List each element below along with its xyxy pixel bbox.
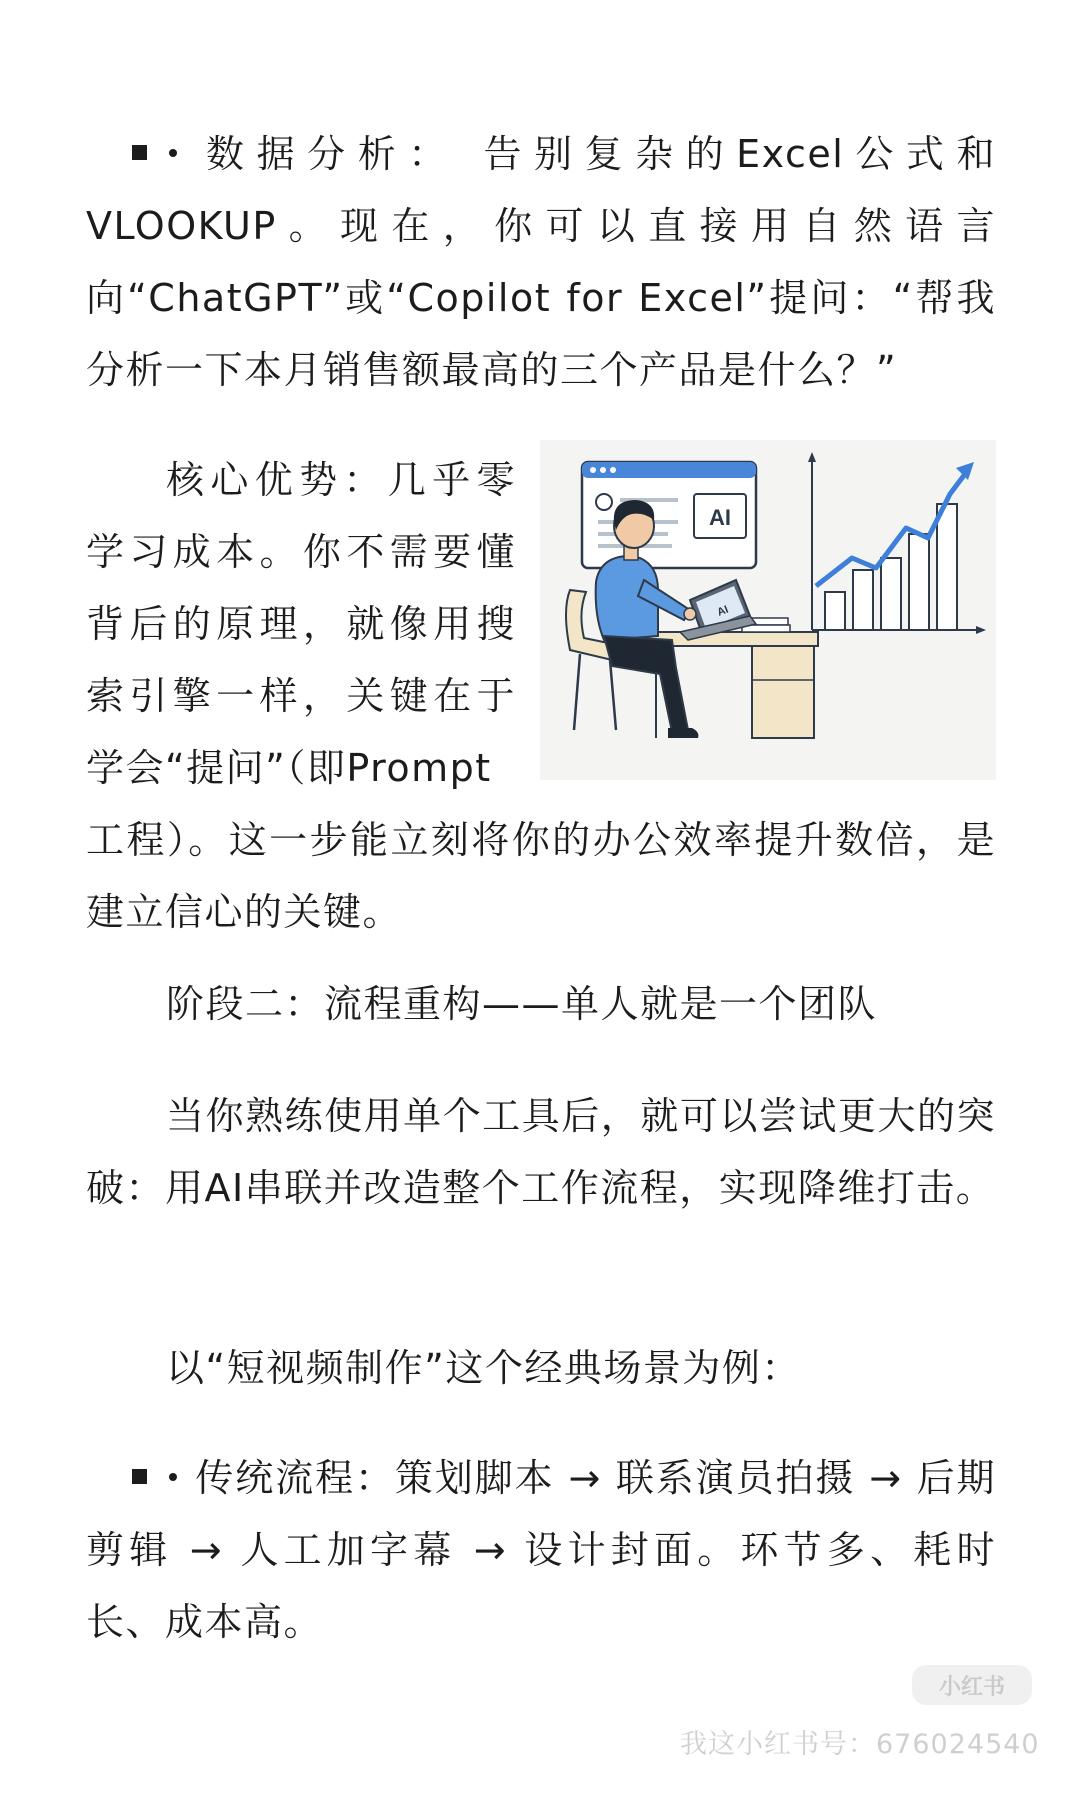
heading-text: 阶段二：流程重构——单人就是一个团队 [166,982,878,1026]
paragraph-text: 核心优势：几乎零学习成本。你不需要懂背后的原理，就像用搜索引擎一样，关键在于学会“提问”（即Prompt [86,458,516,790]
bullet-text: 传统流程：策划脚本 → 联系演员拍摄 → 后期剪辑 → 人工加字幕 → 设计封面。环节多、耗时长、成本高。 [86,1456,996,1644]
paragraph-text: 以“短视频制作”这个经典场景为例： [166,1346,801,1390]
ai-badge-screen: AI [709,505,731,530]
watermark-text: 我这小红书号：676024540 [680,1729,1040,1760]
xiaohongshu-watermark-logo: 小红书 [912,1665,1032,1705]
bullet-paragraph-traditional-flow [86,1442,996,1658]
illustration-ai-office [540,440,996,780]
square-bullet-icon [132,1469,147,1484]
ai-badge-laptop: AI [715,603,731,619]
core-advantage-paragraph [86,444,516,804]
core-advantage-continued [86,804,996,948]
bullet-marker [132,118,177,190]
paragraph-text: 当你熟练使用单个工具后，就可以尝试更大的突破：用AI串联并改造整个工作流程，实现降维打击。 [86,1094,996,1210]
square-bullet-icon [132,145,147,160]
paragraph-text: 工程）。这一步能立刻将你的办公效率提升数倍，是建立信心的关键。 [86,818,996,934]
bullet-paragraph-data-analysis [86,118,996,406]
example-intro-paragraph [86,1332,996,1404]
dot-bullet-icon [169,149,177,157]
workflow-paragraph [86,1080,996,1224]
bullet-text: 告别复杂的Excel公式和VLOOKUP。现在，你可以直接用自然语言向“ChatGPT”或“Copilot for Excel”提问：“帮我分析一下本月销售额最高的三个产品是什么？” [86,132,996,392]
stage-two-heading [86,968,996,1040]
dot-bullet-icon [169,1473,177,1481]
growth-chart-icon [808,452,986,634]
bullet-marker [132,1442,177,1514]
bullet-lead: 数据分析： [195,132,459,176]
